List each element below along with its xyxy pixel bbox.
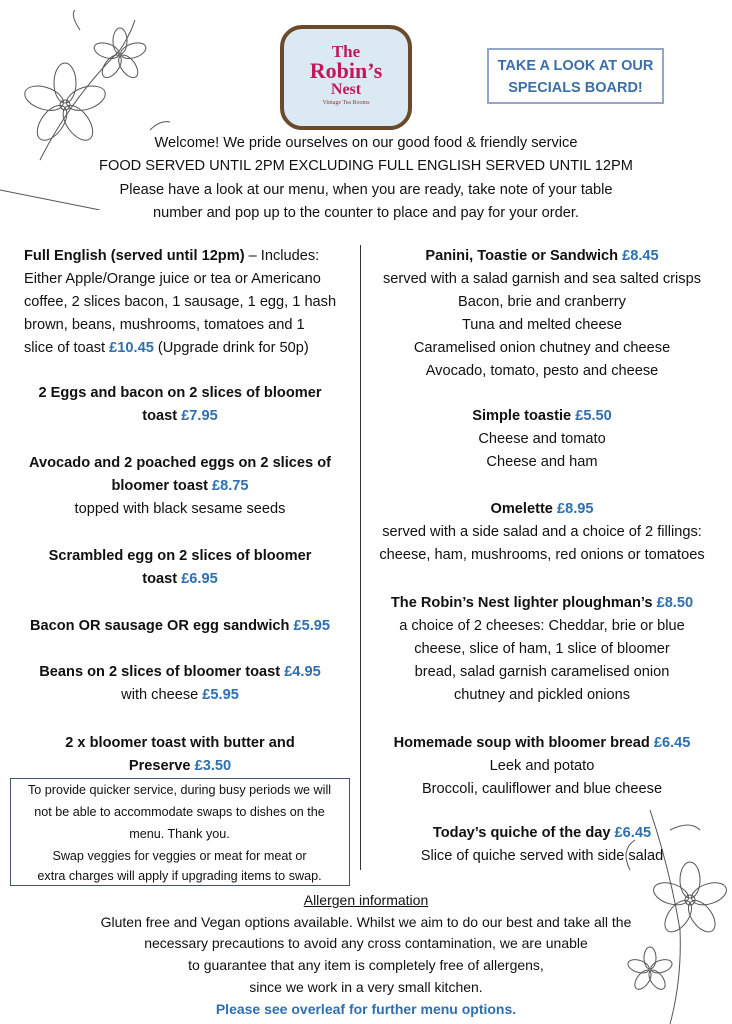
robins-nest-logo: [280, 25, 412, 130]
item-text: a choice of 2 cheeses: Cheddar, brie or blue: [399, 618, 685, 634]
item-name: Homemade soup with bloomer bread: [393, 735, 654, 751]
menu-item-heading: [24, 245, 319, 267]
notice-line: not be able to accommodate swaps to dishes on the: [34, 805, 325, 819]
item-text: Broccoli, cauliflower and blue cheese: [421, 781, 663, 797]
item-name: Panini, Toastie or Sandwich: [425, 248, 623, 264]
item-text: cheese, slice of ham, 1 slice of bloomer: [414, 641, 670, 657]
item-text: bread, salad garnish caramelised onion: [414, 664, 670, 680]
menu-item-detail: [362, 684, 722, 706]
menu-item-detail: [362, 755, 722, 777]
menu-item-detail: [24, 291, 336, 313]
menu-item-heading: [362, 498, 722, 520]
menu-item-detail: [362, 451, 722, 473]
item-name: Beans on 2 slices of bloomer toast: [39, 664, 285, 680]
logo-tagline: Vintage Tea Rooms: [322, 100, 370, 106]
item-name: Full English (served until 12pm): [24, 248, 245, 264]
item-text: chutney and pickled onions: [453, 687, 631, 703]
menu-item-heading: [0, 382, 360, 404]
item-price: £3.50: [194, 758, 232, 774]
menu-item-detail: [24, 268, 321, 290]
item-note: (Upgrade drink for 50p): [153, 340, 309, 356]
menu-item-detail: [362, 661, 722, 683]
menu-item-heading: [362, 405, 722, 427]
welcome-line: number and pop up to the counter to place and pay for your order.: [153, 205, 579, 221]
welcome-line: Welcome! We pride ourselves on our good food & friendly service: [154, 135, 578, 151]
item-price: £6.45: [653, 735, 691, 751]
item-name: Scrambled egg on 2 slices of bloomer: [48, 548, 312, 564]
item-price: £8.45: [622, 248, 659, 264]
item-price: £8.95: [556, 501, 594, 517]
menu-item-detail: [0, 684, 360, 706]
overleaf-note: Please see overleaf for further menu options.: [215, 1001, 517, 1017]
menu-item-detail: [0, 568, 360, 590]
item-price: £8.75: [212, 478, 249, 494]
menu-item-detail: [0, 475, 360, 497]
item-text: slice of toast: [24, 340, 110, 356]
menu-item-heading: [0, 615, 360, 637]
item-text: Avocado, tomato, pesto and cheese: [425, 363, 659, 379]
item-text: – Includes:: [244, 248, 320, 264]
item-price: £7.95: [181, 408, 218, 424]
allergen-line: necessary precautions to avoid any cross contamination, we are unable: [144, 935, 588, 951]
menu-item-detail: [362, 521, 722, 543]
item-text: brown, beans, mushrooms, tomatoes and 1: [24, 317, 305, 333]
item-price: £5.95: [293, 618, 331, 634]
item-text: served with a side salad and a choice of 2 fillings:: [382, 524, 702, 540]
item-text: Cheese and tomato: [478, 431, 606, 447]
menu-item-detail: [362, 291, 722, 313]
specials-line-2: SPECIALS BOARD!: [508, 80, 643, 96]
menu-item-detail: [0, 755, 360, 777]
menu-item-detail: [362, 337, 722, 359]
logo-line-1: The: [331, 42, 361, 61]
item-text: Leek and potato: [489, 758, 595, 774]
notice-line: extra charges will apply if upgrading items to swap.: [37, 869, 322, 883]
item-name: 2 x bloomer toast with butter and: [65, 735, 295, 751]
item-text: topped with black sesame seeds: [74, 501, 286, 517]
item-text: with cheese: [121, 687, 203, 703]
item-text: Either Apple/Orange juice or tea or Americano: [24, 271, 321, 287]
item-price: £4.95: [284, 664, 321, 680]
item-name: The Robin’s Nest lighter ploughman’s: [390, 595, 657, 611]
menu-item-detail: [362, 778, 722, 800]
notice-line: menu. Thank you.: [129, 827, 230, 841]
menu-item-detail: [362, 615, 722, 637]
swap-policy-notice: [10, 778, 350, 886]
item-name: toast: [142, 408, 182, 424]
item-text: coffee, 2 slices bacon, 1 sausage, 1 egg, 1 hash: [24, 294, 337, 310]
column-divider: [360, 245, 361, 870]
welcome-line: FOOD SERVED UNTIL 2PM EXCLUDING FULL ENGLISH SERVED UNTIL 12PM: [99, 158, 633, 174]
item-name: Avocado and 2 poached eggs on 2 slices of: [29, 455, 331, 471]
menu-item-detail: [362, 314, 722, 336]
item-price: £8.50: [656, 595, 694, 611]
item-name: toast: [142, 571, 182, 587]
item-name: Preserve: [128, 758, 195, 774]
logo-line-2: Robin’s: [309, 58, 383, 83]
item-name: bloomer toast: [111, 478, 212, 494]
menu-item-detail: [362, 845, 722, 867]
menu-item-heading: [362, 592, 722, 614]
menu-item-heading: [0, 661, 360, 683]
item-name: 2 Eggs and bacon on 2 slices of bloomer: [38, 385, 322, 401]
menu-item-detail: [24, 337, 309, 359]
menu-item-detail: [362, 638, 722, 660]
item-name: Simple toastie: [472, 408, 576, 424]
notice-line: To provide quicker service, during busy periods we will: [27, 783, 332, 797]
allergen-title: Allergen information: [303, 892, 429, 908]
allergen-line: to guarantee that any item is completely free of allergens,: [188, 957, 544, 973]
menu-item-heading: [362, 245, 722, 267]
menu-item-detail: [362, 544, 722, 566]
item-text: Caramelised onion chutney and cheese: [413, 340, 671, 356]
item-price: £6.95: [181, 571, 218, 587]
item-name: Bacon OR sausage OR egg sandwich: [29, 618, 294, 634]
menu-item-heading: [0, 452, 360, 474]
item-price: £10.45: [109, 340, 154, 356]
menu-item-detail: [24, 314, 305, 336]
item-text: served with a salad garnish and sea salted crisps: [383, 271, 701, 287]
welcome-line: Please have a look at our menu, when you are ready, take note of your table: [119, 182, 613, 198]
item-name: Omelette: [490, 501, 557, 517]
menu-item-detail: [0, 405, 360, 427]
allergen-line: Gluten free and Vegan options available. Whilst we aim to do our best and take all the: [100, 914, 632, 930]
item-price: £5.95: [202, 687, 239, 703]
menu-item-heading: [0, 732, 360, 754]
item-text: Bacon, brie and cranberry: [458, 294, 626, 310]
menu-item-heading: [0, 545, 360, 567]
menu-item-detail: [0, 498, 360, 520]
item-text: cheese, ham, mushrooms, red onions or tomatoes: [379, 547, 705, 563]
item-name: Today’s quiche of the day: [432, 825, 615, 841]
specials-board-notice: [487, 48, 664, 104]
menu-item-heading: [362, 822, 722, 844]
item-text: Tuna and melted cheese: [461, 317, 623, 333]
logo-line-3: Nest: [330, 81, 362, 98]
menu-item-heading: [362, 732, 722, 754]
item-price: £5.50: [575, 408, 612, 424]
item-price: £6.45: [614, 825, 652, 841]
allergen-line: since we work in a very small kitchen.: [249, 979, 483, 995]
item-text: Slice of quiche served with side salad: [420, 848, 664, 864]
item-text: Cheese and ham: [486, 454, 598, 470]
specials-line-1: TAKE A LOOK AT OUR: [497, 58, 654, 74]
menu-item-detail: [362, 360, 722, 382]
menu-item-detail: [362, 428, 722, 450]
notice-line: Swap veggies for veggies or meat for meat or: [52, 849, 307, 863]
menu-item-detail: [362, 268, 722, 290]
